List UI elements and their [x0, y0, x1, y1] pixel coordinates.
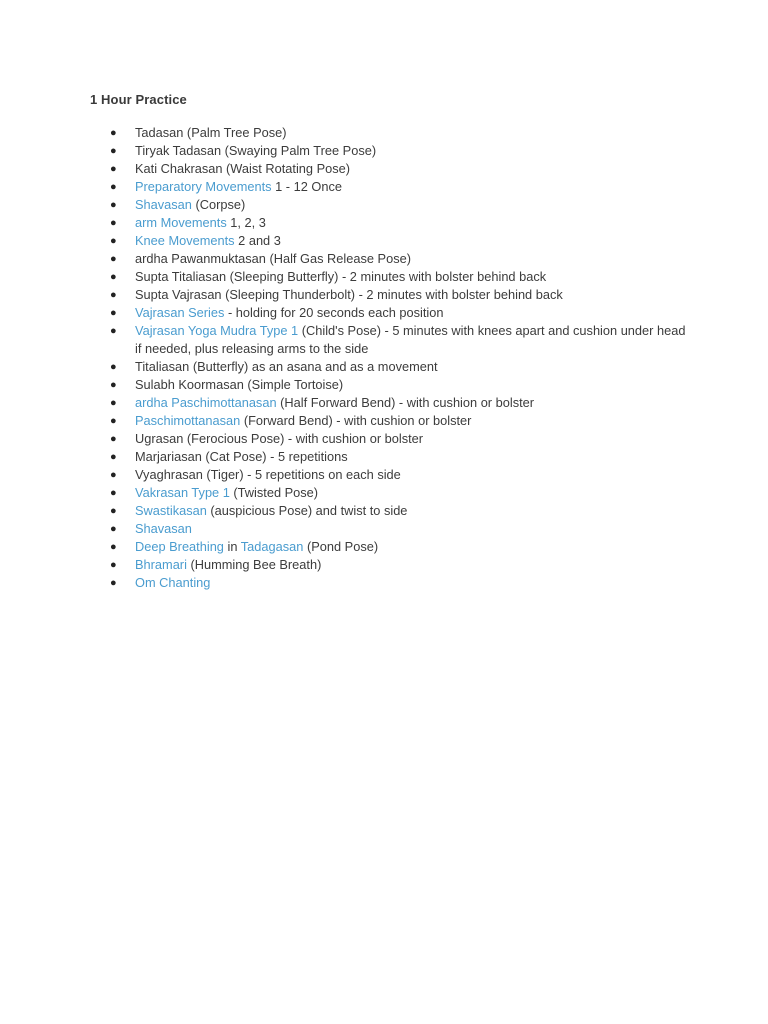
bullet-icon: ●: [110, 397, 117, 409]
item-link[interactable]: Vakrasan Type 1: [135, 485, 230, 500]
bullet-icon: ●: [110, 253, 117, 265]
item-link[interactable]: Paschimottanasan: [135, 413, 241, 428]
item-text: Tiryak Tadasan (Swaying Palm Tree Pose): [135, 143, 377, 158]
item-link[interactable]: Vajrasan Yoga Mudra Type 1: [135, 323, 299, 338]
list-item: [110, 358, 690, 376]
item-text: (Twisted Pose): [229, 485, 319, 500]
item-link[interactable]: Shavasan: [135, 197, 192, 212]
bullet-icon: ●: [110, 289, 117, 301]
bullet-icon: ●: [110, 271, 117, 283]
bullet-icon: ●: [110, 469, 117, 481]
item-text: Vyaghrasan (Tiger) - 5 repetitions on each side: [135, 467, 401, 482]
list-item: [110, 376, 690, 394]
bullet-icon: ●: [110, 127, 117, 139]
list-item: [110, 394, 690, 412]
list-item: [110, 142, 690, 160]
item-link[interactable]: Tadagasan: [240, 539, 304, 554]
item-text: ardha Pawanmuktasan (Half Gas Release Pose): [135, 251, 411, 266]
item-text: 2 and 3: [234, 233, 281, 248]
bullet-icon: ●: [110, 577, 117, 589]
bullet-icon: ●: [110, 217, 117, 229]
practice-list: [110, 124, 690, 592]
bullet-icon: ●: [110, 505, 117, 517]
item-link[interactable]: Bhramari: [135, 557, 187, 572]
item-link[interactable]: Knee Movements: [135, 233, 235, 248]
bullet-icon: ●: [110, 487, 117, 499]
item-link[interactable]: Preparatory Movements: [135, 179, 272, 194]
list-item: [110, 178, 690, 196]
item-text: 1 - 12 Once: [271, 179, 342, 194]
item-text: Titaliasan (Butterfly) as an asana and as a movement: [135, 359, 438, 374]
item-link[interactable]: Om Chanting: [135, 575, 211, 590]
list-item: [110, 322, 690, 358]
list-item: [110, 466, 690, 484]
item-link[interactable]: Shavasan: [135, 521, 192, 536]
list-item: [110, 232, 690, 250]
item-text: (Child's Pose) - 5 minutes with knees apart and cushion under head if needed, plus releasing arms to the side: [135, 323, 686, 356]
item-link[interactable]: Vajrasan Series: [135, 305, 225, 320]
list-item: [110, 214, 690, 232]
bullet-icon: ●: [110, 199, 117, 211]
list-item: [110, 502, 690, 520]
list-item: [110, 250, 690, 268]
list-item: [110, 556, 690, 574]
bullet-icon: ●: [110, 415, 117, 427]
list-item: [110, 268, 690, 286]
list-item: [110, 412, 690, 430]
list-item: [110, 448, 690, 466]
bullet-icon: ●: [110, 559, 117, 571]
list-item: [110, 484, 690, 502]
item-link[interactable]: ardha Paschimottanasan: [135, 395, 277, 410]
item-text: (Pond Pose): [303, 539, 379, 554]
bullet-icon: ●: [110, 325, 117, 337]
list-item: [110, 160, 690, 178]
bullet-icon: ●: [110, 361, 117, 373]
list-item: [110, 304, 690, 322]
page-title: 1 Hour Practice: [90, 92, 187, 107]
item-text: - holding for 20 seconds each position: [224, 305, 444, 320]
list-item: [110, 520, 690, 538]
list-item: [110, 538, 690, 556]
item-text: (auspicious Pose) and twist to side: [206, 503, 408, 518]
item-text: Sulabh Koormasan (Simple Tortoise): [135, 377, 344, 392]
item-text: (Half Forward Bend) - with cushion or bolster: [276, 395, 535, 410]
bullet-icon: ●: [110, 451, 117, 463]
list-item: [110, 196, 690, 214]
bullet-icon: ●: [110, 235, 117, 247]
bullet-icon: ●: [110, 379, 117, 391]
item-link[interactable]: Swastikasan: [135, 503, 207, 518]
item-text: in: [223, 539, 241, 554]
item-text: Ugrasan (Ferocious Pose) - with cushion or bolster: [135, 431, 424, 446]
item-text: Marjariasan (Cat Pose) - 5 repetitions: [135, 449, 348, 464]
bullet-icon: ●: [110, 163, 117, 175]
item-text: (Corpse): [191, 197, 246, 212]
bullet-icon: ●: [110, 541, 117, 553]
item-text: (Forward Bend) - with cushion or bolster: [240, 413, 472, 428]
list-item: [110, 286, 690, 304]
item-text: 1, 2, 3: [226, 215, 266, 230]
list-item: [110, 430, 690, 448]
bullet-icon: ●: [110, 181, 117, 193]
item-text: Supta Titaliasan (Sleeping Butterfly) - 2 minutes with bolster behind back: [135, 269, 547, 284]
item-link[interactable]: arm Movements: [135, 215, 227, 230]
list-item: [110, 574, 690, 592]
bullet-icon: ●: [110, 307, 117, 319]
item-text: Tadasan (Palm Tree Pose): [135, 125, 287, 140]
bullet-icon: ●: [110, 523, 117, 535]
item-link[interactable]: Deep Breathing: [135, 539, 224, 554]
list-item: [110, 124, 690, 142]
bullet-icon: ●: [110, 145, 117, 157]
item-text: Kati Chakrasan (Waist Rotating Pose): [135, 161, 351, 176]
item-text: Supta Vajrasan (Sleeping Thunderbolt) - 2 minutes with bolster behind back: [135, 287, 563, 302]
item-text: (Humming Bee Breath): [186, 557, 322, 572]
bullet-icon: ●: [110, 433, 117, 445]
